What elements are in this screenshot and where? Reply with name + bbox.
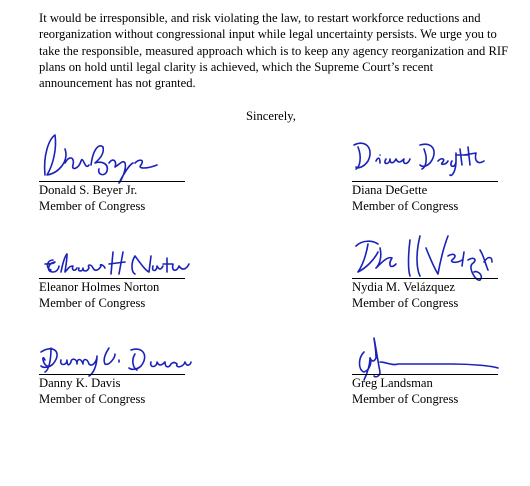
signatory-name: Diana DeGette <box>352 183 428 197</box>
signatory-name: Greg Landsman <box>352 376 433 390</box>
signature-block-davis <box>39 318 199 406</box>
signature-block-landsman <box>352 318 512 406</box>
signature-block-degette <box>352 125 512 213</box>
signature-norton <box>39 222 199 282</box>
signatory-name: Nydia M. Velázquez <box>352 280 455 294</box>
signatory-title: Member of Congress <box>352 199 459 213</box>
signature-block-velazquez <box>352 222 512 310</box>
signature-davis <box>39 318 199 378</box>
signatory-name: Eleanor Holmes Norton <box>39 280 160 294</box>
closing-salutation: Sincerely, <box>246 109 296 123</box>
signatory-title: Member of Congress <box>39 392 146 406</box>
signature-line <box>39 278 185 279</box>
signature-line <box>352 181 498 182</box>
signature-block-beyer <box>39 125 199 213</box>
signatory-title: Member of Congress <box>352 392 459 406</box>
signature-block-norton <box>39 222 199 310</box>
signatory-title: Member of Congress <box>39 296 146 310</box>
signature-line <box>352 374 498 375</box>
signature-line <box>352 278 498 279</box>
signature-beyer <box>39 125 199 185</box>
signatory-name: Donald S. Beyer Jr. <box>39 183 138 197</box>
signatory-name: Danny K. Davis <box>39 376 121 390</box>
letter-paragraph: It would be irresponsible, and risk violating the law, to restart workforce reductions and reorganization without congressional input while legal uncertainty persists. We urge you to take the responsible, measured approach which is to keep any agency reorganization and RIF plans on hold until legal clarity is achieved, which the Supreme Court’s recent announcement has not granted. <box>39 11 509 91</box>
signature-line <box>39 374 185 375</box>
signatory-title: Member of Congress <box>39 199 146 213</box>
signature-degette <box>352 125 512 185</box>
signature-line <box>39 181 185 182</box>
signatory-title: Member of Congress <box>352 296 459 310</box>
